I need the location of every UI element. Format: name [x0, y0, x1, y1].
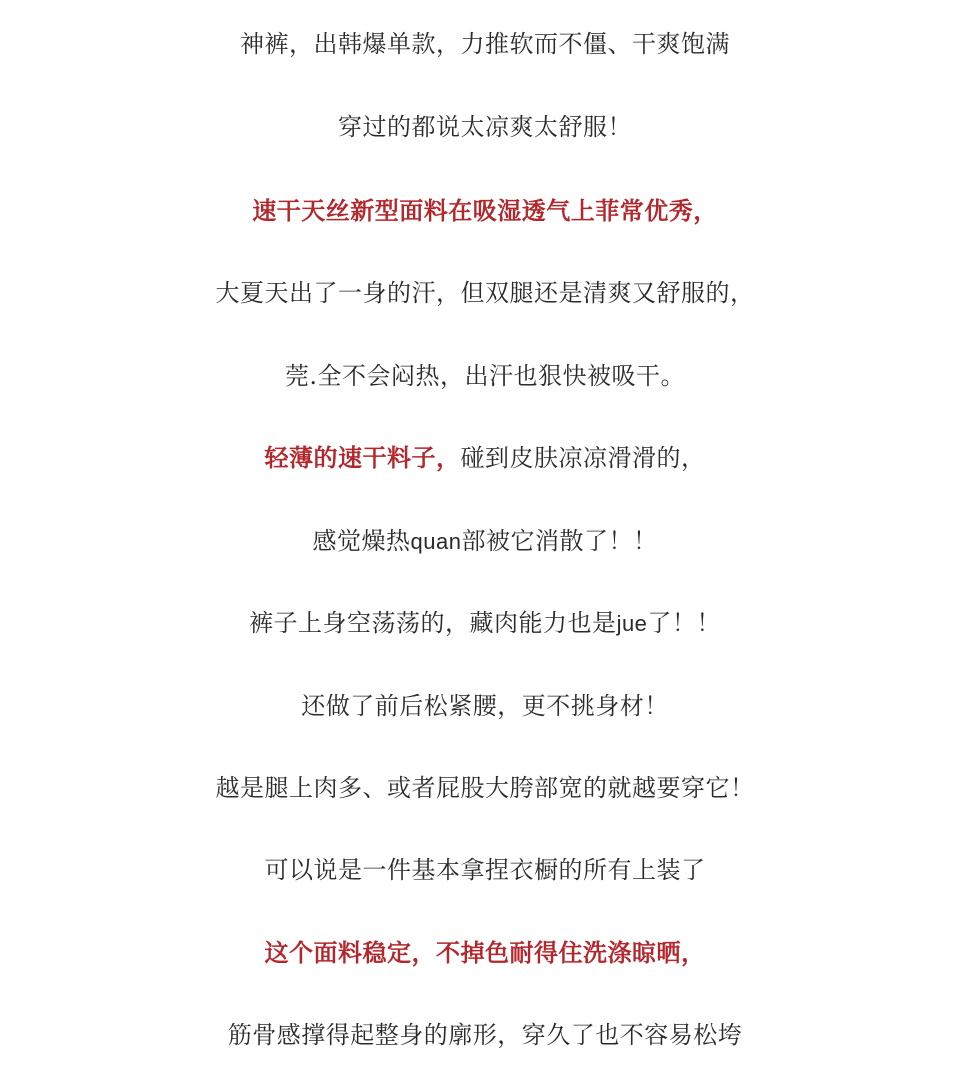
text-line-6 — [0, 607, 970, 640]
latin-word: quan — [410, 529, 462, 554]
highlight-phrase: 轻薄的速干料子， — [264, 443, 461, 472]
highlight-line-1: 速干天丝新型面料在吸湿透气上菲常优秀， — [252, 196, 718, 225]
text-line-5 — [0, 525, 970, 558]
mixed-line-1 — [0, 442, 970, 474]
text-phrase-after: 部被它消散了！！ — [461, 527, 658, 555]
highlight-line-2: 这个面料稳定，不掉色耐得住洗涤晾晒， — [264, 938, 706, 967]
text-line-1: 神裤，出韩爆单款，力推软而不僵、干爽饱满 — [240, 30, 730, 58]
text-line-8: 越是腿上肉多、或者屁股大胯部宽的就越要穿它！ — [215, 774, 755, 802]
text-line-4: 莞.全不会闷热，出汗也狠快被吸干。 — [284, 362, 686, 390]
text-phrase-before: 裤子上身空荡荡的，藏肉能力也是 — [249, 609, 617, 637]
text-line-7: 还做了前后松紧腰，更不挑身材！ — [301, 692, 669, 720]
text-phrase-before: 感觉燥热 — [312, 527, 411, 555]
text-phrase-after: 了！！ — [647, 609, 721, 637]
latin-word: jue — [616, 611, 648, 636]
text-phrase: 碰到皮肤凉凉滑滑的， — [460, 444, 706, 472]
text-line-3: 大夏天出了一身的汗，但双腿还是清爽又舒服的， — [215, 279, 755, 307]
text-line-10: 筋骨感撑得起整身的廓形，穿久了也不容易松垮 — [227, 1021, 743, 1049]
text-line-9: 可以说是一件基本拿捏衣橱的所有上装了 — [264, 856, 706, 884]
text-line-2: 穿过的都说太凉爽太舒服！ — [338, 113, 632, 141]
